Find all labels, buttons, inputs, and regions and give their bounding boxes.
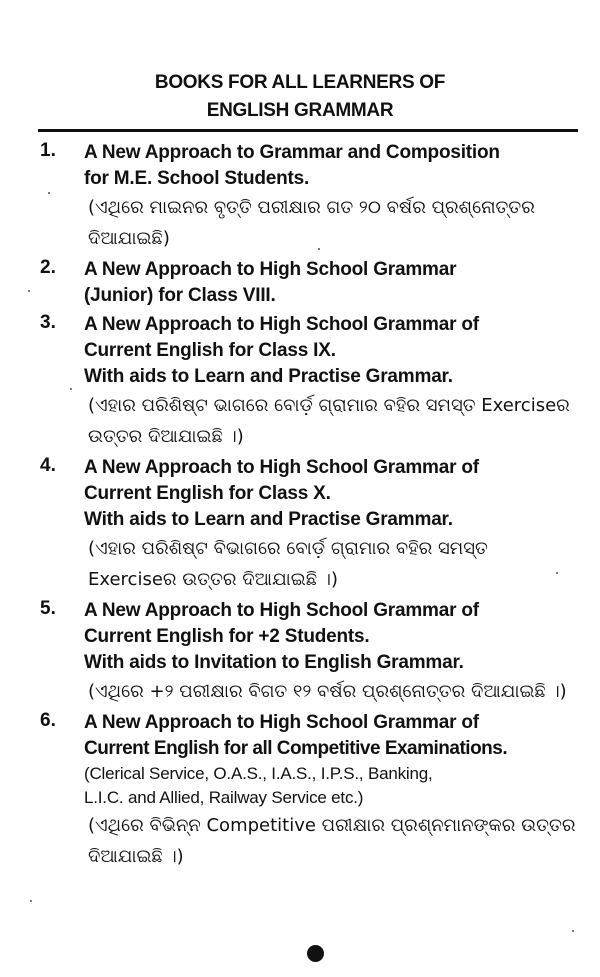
page-title-line-1: BOOKS FOR ALL LEARNERS OF	[154, 72, 446, 93]
book-note: (ଏଥିରେ +୨ ପରୀକ୍ଷାର ବିଗତ ୧୨ ବର୍ଷର ପ୍ରଶ୍ନୋତ୍ତର ଦିଆଯାଇଛି ।)	[88, 681, 567, 702]
book-title-line: With aids to Learn and Practise Grammar.	[84, 509, 453, 530]
book-note: (ଏହାର ପରିଶିଷ୍ଟ ଭାଗରେ ବୋର୍ଡ଼ ଗ୍ରାମାର ବହିର ସମସ୍ତ Exerciseର ଉତ୍ତର ଦିଆଯାଇଛି ।)	[88, 395, 570, 447]
scan-speck	[48, 192, 50, 194]
book-title-line: A New Approach to High School Grammar of	[84, 457, 479, 478]
book-note: (ଏହାର ପରିଶିଷ୍ଟ ବିଭାଗରେ ବୋର୍ଡ଼ ଗ୍ରାମାର ବହିର ସମସ୍ତ Exerciseର ଉତ୍ତର ଦିଆଯାଇଛି ।)	[88, 538, 488, 590]
book-item-6	[0, 710, 600, 872]
book-list	[0, 140, 600, 875]
book-item-4	[0, 455, 600, 595]
scan-speck	[30, 900, 32, 902]
book-number: 5.	[40, 598, 56, 619]
scan-speck	[572, 930, 574, 932]
book-item-3	[0, 312, 600, 452]
scan-speck	[318, 248, 320, 250]
bullet-dot	[307, 945, 324, 962]
book-title-line: A New Approach to High School Grammar	[84, 259, 457, 280]
scan-speck	[70, 388, 72, 390]
book-number: 6.	[40, 710, 56, 731]
book-title-line: Current English for Class X.	[84, 483, 331, 504]
book-number: 2.	[40, 257, 56, 278]
page-title-line-2: ENGLISH GRAMMAR	[206, 100, 394, 121]
book-number: 4.	[40, 455, 56, 476]
book-number: 3.	[40, 312, 56, 333]
book-note: (ଏଥିରେ ମାଇନର ବୃତ୍ତି ପରୀକ୍ଷାର ଗତ ୨୦ ବର୍ଷର ପ୍ରଶ୍ନୋତ୍ତର ଦିଆଯାଇଛି)	[88, 197, 535, 249]
book-title-line: Current English for +2 Students.	[84, 626, 370, 647]
title-divider	[38, 129, 578, 132]
book-title-line: With aids to Learn and Practise Grammar.	[84, 366, 453, 387]
book-title-line: (Junior) for Class VIII.	[84, 285, 276, 306]
book-title-line: Current English for all Competitive Examinations.	[84, 738, 508, 759]
book-item-5	[0, 598, 600, 707]
book-subtitle-line: (Clerical Service, O.A.S., I.A.S., I.P.S., Banking,	[84, 764, 433, 783]
book-item-1	[0, 140, 600, 254]
book-note: (ଏଥିରେ ବିଭିନ୍ନ Competitive ପରୀକ୍ଷାର ପ୍ରଶ୍ନମାନଙ୍କର ଉତ୍ତର ଦିଆଯାଇଛି ।)	[88, 815, 576, 867]
scan-speck	[28, 290, 30, 292]
book-title-line: A New Approach to High School Grammar of	[84, 314, 479, 335]
book-title-line: Current English for Class IX.	[84, 340, 336, 361]
book-title-line: for M.E. School Students.	[84, 168, 310, 189]
book-title-line: A New Approach to High School Grammar of	[84, 712, 479, 733]
book-item-2	[0, 257, 600, 309]
book-title-line: A New Approach to Grammar and Composition	[84, 142, 500, 163]
book-title-line: With aids to Invitation to English Grammar.	[84, 652, 464, 673]
scan-speck	[556, 572, 558, 574]
book-number: 1.	[40, 140, 56, 161]
book-subtitle-line: L.I.C. and Allied, Railway Service etc.)	[84, 788, 364, 807]
book-title-line: A New Approach to High School Grammar of	[84, 600, 479, 621]
